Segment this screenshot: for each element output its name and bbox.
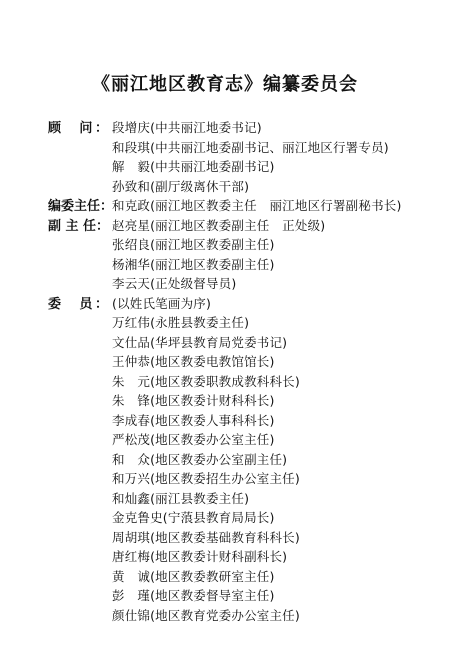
member-entry: 赵亮星(丽江地区教委副主任 正处级) <box>112 217 326 233</box>
list-item <box>48 333 448 353</box>
member-entry: 黄 诚(地区教委教研室主任) <box>112 568 275 584</box>
list-item <box>48 391 448 411</box>
member-entry: 解 毅(中共丽江地委副书记) <box>112 159 275 174</box>
list-item <box>48 235 448 255</box>
section-label: 副 主 任： <box>48 218 110 234</box>
member-entry: 朱 锋(地区教委计财科科长) <box>112 393 275 408</box>
list-item <box>48 216 448 236</box>
list-item <box>48 255 448 275</box>
member-entry: 朱 元(地区教委职教成教科科长) <box>112 373 300 389</box>
list-item <box>48 430 448 450</box>
member-entry: 严松茂(地区教委办公室主任) <box>112 432 275 447</box>
list-item <box>48 157 448 177</box>
list-item <box>48 294 448 314</box>
document-title: 《丽江地区教育志》编纂委员会 <box>92 74 358 95</box>
list-item <box>48 586 448 606</box>
list-item <box>48 508 448 528</box>
member-entry: 周胡琪(地区教委基础教育科科长) <box>112 529 300 545</box>
member-entry: 段增庆(中共丽江地委书记) <box>112 120 262 135</box>
member-entry: 和克政(丽江地区教委主任 丽江地区行署副秘书长) <box>112 198 402 213</box>
section-label: 顾 问： <box>48 121 108 136</box>
member-entry: 和灿鑫(丽江县教委主任) <box>112 490 250 506</box>
section-members <box>48 294 448 626</box>
list-item <box>48 528 448 548</box>
list-item <box>48 606 448 626</box>
member-entry: 和段琪(中共丽江地委副书记、丽江地区行署专员) <box>112 139 389 155</box>
list-item <box>48 313 448 333</box>
list-item <box>48 352 448 372</box>
section-deputy-directors <box>48 216 448 294</box>
member-entry: 和 众(地区教委办公室副主任) <box>112 451 288 467</box>
list-item <box>48 177 448 197</box>
list-item <box>48 411 448 431</box>
list-item <box>48 469 448 489</box>
section-label: 委 员： <box>48 296 108 312</box>
member-entry: 万红伟(永胜县教委主任) <box>112 315 250 330</box>
member-entry: 李成春(地区教委人事科科长) <box>112 412 275 428</box>
list-item <box>48 372 448 392</box>
member-entry: 王仲恭(地区教委电教馆馆长) <box>112 354 275 369</box>
member-entry: 彭 瑾(地区教委督导室主任) <box>112 588 275 603</box>
member-entry: 张绍良(丽江地区教委副主任) <box>112 237 275 252</box>
list-item <box>48 118 448 138</box>
member-entry: 孙致和(副厅级离休干部) <box>112 178 250 194</box>
list-item <box>48 567 448 587</box>
section-label: 编委主任： <box>48 199 114 214</box>
section-advisors <box>48 118 448 196</box>
member-entry: 杨湘华(丽江地区教委副主任) <box>112 256 275 272</box>
member-entry: 文仕品(华坪县教育局党委书记) <box>112 334 288 350</box>
list-item <box>48 547 448 567</box>
list-item <box>48 138 448 158</box>
list-item <box>48 489 448 509</box>
member-entry: 唐红梅(地区教委计财科副科长) <box>112 549 288 564</box>
list-item <box>48 450 448 470</box>
member-entry: 金克鲁史(宁蒗县教育局局长) <box>112 510 275 525</box>
member-entry: 和万兴(地区教委招生办公室主任) <box>112 471 300 486</box>
member-entry: 李云天(正处级督导员) <box>112 276 237 291</box>
section-director <box>48 196 448 216</box>
member-entry: 颜仕锦(地区教育党委办公室主任) <box>112 607 300 623</box>
list-item <box>48 274 448 294</box>
list-item <box>48 196 448 216</box>
member-entry: (以姓氏笔画为序) <box>112 295 212 311</box>
